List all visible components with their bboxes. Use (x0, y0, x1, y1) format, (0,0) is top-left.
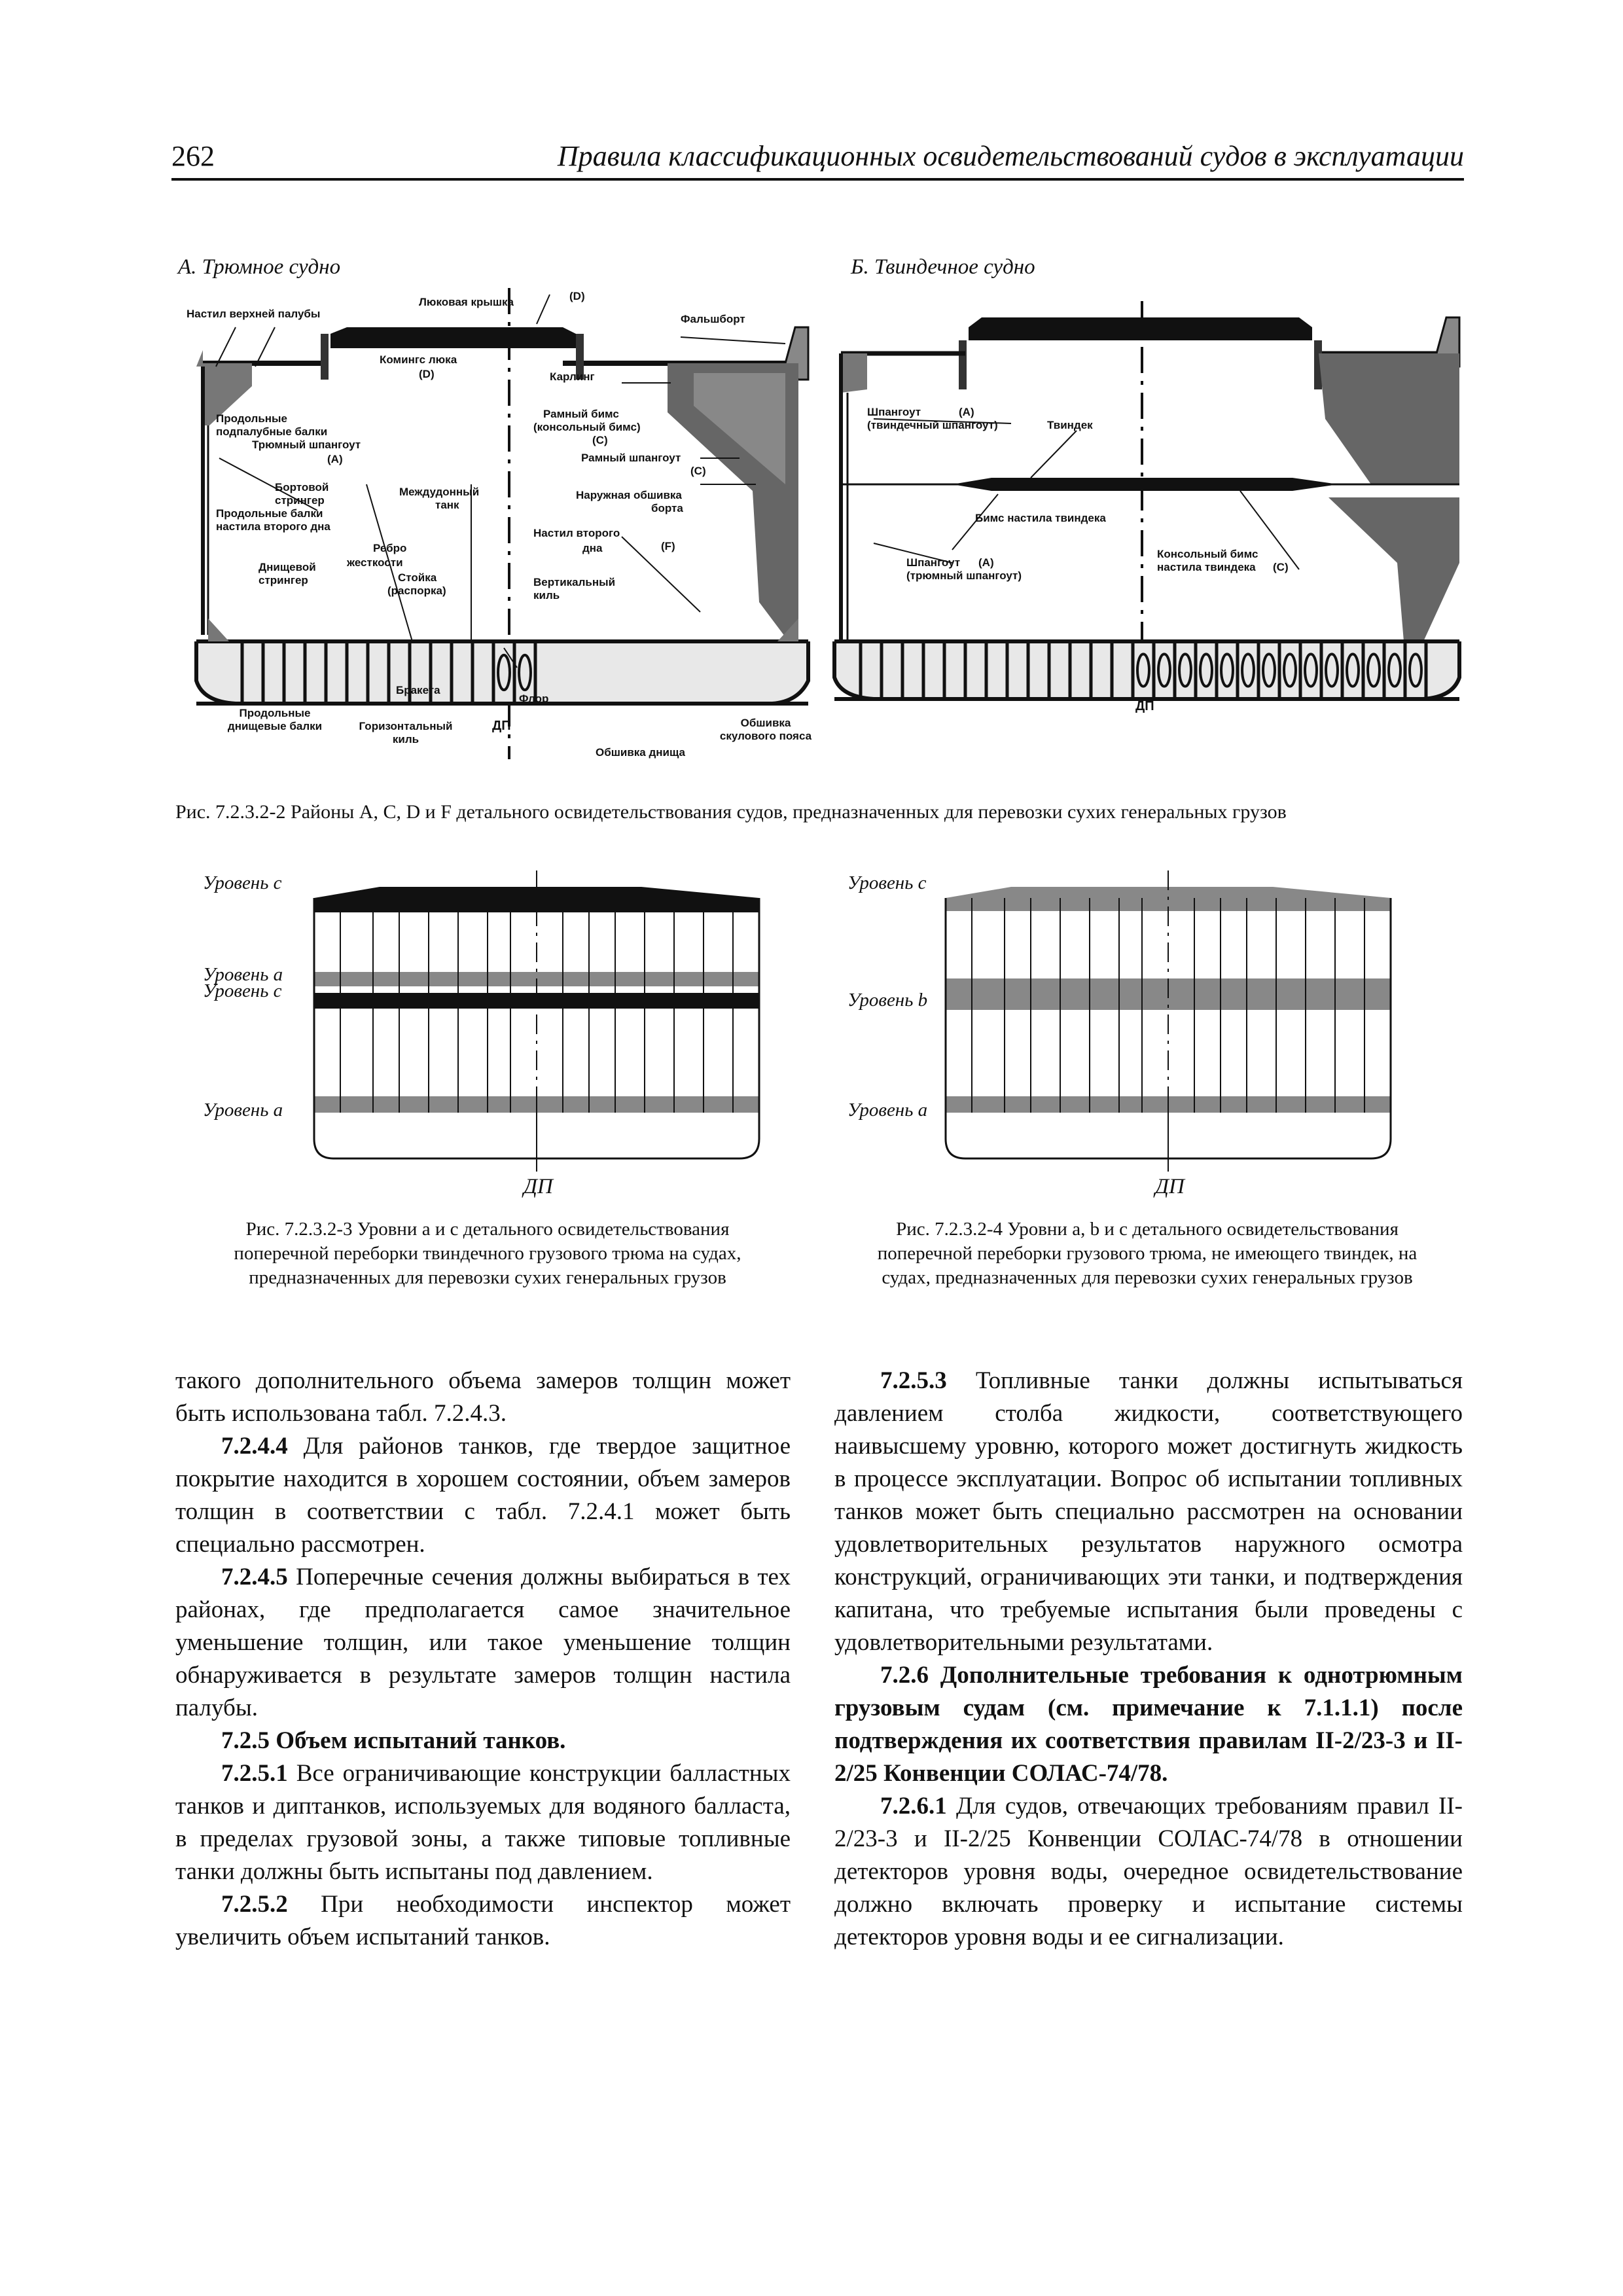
paragraph-text: Для районов танков, где твердое защитное покрытие находится в хорошем состоянии, объем замеров толщин в соответствии с табл. 7.2.4.1 может быть специально рассмотрен. (175, 1433, 791, 1558)
left-paragraph-5 (175, 1888, 791, 1954)
label-side-stringer: Бортовой (275, 481, 329, 493)
label-hatch-cover: Люковая крышка (419, 296, 514, 308)
label-hatch-coaming: Комингс люка (380, 353, 457, 366)
header-rule (171, 178, 1464, 181)
figure2-caption-line-3: предназначенных для перевозки сухих генеральных грузов (249, 1267, 726, 1288)
label-tween-frame-2: (твиндечный шпангоут) (867, 419, 998, 431)
label-web-beam-2: (консольный бимс) (533, 421, 641, 433)
label-tween-frame: Шпангоут (867, 406, 921, 418)
right-heading-7-2-6: 7.2.6 Дополнительные требования к однотрюмным грузовым судам (см. примечание к 7.1.1.1) после подтверждения их соответствия правилам II-2/23-3 и II-2/25 Конвенции СОЛАС-74/78. (834, 1662, 1463, 1787)
fig3-dp: ДП (1155, 1175, 1185, 1198)
label-stiffener: Ребро (373, 542, 407, 554)
label-bottom-shell: Обшивка днища (596, 746, 685, 759)
left-heading-7-2-5: 7.2.5 Объем испытаний танков. (221, 1727, 566, 1754)
label-side-shell-2: борта (651, 502, 683, 514)
left-text-column (175, 1365, 791, 1954)
label-hatch-coaming-d: (D) (419, 368, 435, 380)
label-web-beam-c: (C) (592, 434, 608, 446)
label-db-longitudinals-2: настила второго дна (216, 520, 330, 533)
label-interbottom-tank-2: танк (435, 499, 459, 511)
label-db-longitudinals: Продольные балки (216, 507, 323, 520)
figure2-caption-line-1: Рис. 7.2.3.2-3 Уровни a и c детального освидетельствования (245, 1219, 730, 1240)
section-number: 7.2.5.2 (221, 1891, 288, 1918)
label-tweendeck: Твиндек (1047, 419, 1093, 431)
left-paragraph-1: такого дополнительного объема замеров толщин может быть использована табл. 7.2.4.3. (175, 1367, 791, 1427)
label-carling: Карлинг (550, 370, 595, 383)
label-side-shell: Наружная обшивка (576, 489, 682, 501)
label-floor: Флор (519, 692, 549, 705)
left-paragraph-4 (175, 1757, 791, 1888)
figure2-caption-line-2: поперечной переборки твиндечного грузового трюма на судах, (234, 1243, 741, 1264)
label-stiffener-2: жесткости (347, 556, 403, 569)
figure3-caption-line-2: поперечной переборки грузового трюма, не имеющего твиндек, на (877, 1243, 1418, 1264)
page-number: 262 (171, 140, 215, 172)
bulkhead-levels-tweendeck (314, 870, 805, 1172)
running-title: Правила классификационных освидетельствований судов в эксплуатации (557, 140, 1464, 172)
paragraph-text: Топливные танки должны испытываться давлением столба жидкости, соответствующего наивысшему уровню, которого может достигнуть жидкость в процессе эксплуатации. Вопрос об испытании топливных танков может быть специально рассмотрен на основании удовлетворительных результатов наружного осмотра конструкций, ограничивающих эти танки, и подтверждения капитана, что требуемые испытания были проведены с удовлетворительными результатами. (834, 1367, 1463, 1656)
label-interbottom-tank: Междудонный (399, 486, 480, 498)
label-cantilever-beam-c: (C) (1273, 561, 1289, 573)
right-paragraph-1 (834, 1365, 1463, 1659)
label-flat-keel-2: киль (392, 733, 419, 745)
label-bottom-longitudinals-2: днищевые балки (227, 720, 323, 732)
label-bottom-girder: Днищевой (259, 561, 316, 573)
label-hatch-cover-d: (D) (569, 290, 585, 302)
label-side-stringer-2: стрингер (275, 494, 325, 507)
label-tweendeck-beam: Бимс настила твиндека (975, 512, 1106, 524)
label-cantilever-beam-2: настила твиндека (1157, 561, 1256, 573)
label-strut: Стойка (398, 571, 437, 584)
label-inner-bottom-f: (F) (661, 540, 675, 552)
paragraph-text: Поперечные сечения должны выбираться в тех районах, где предполагается самое значительное уменьшение толщин, или такое уменьшение толщин обнаруживается в результате замеров толщин настила палубы. (175, 1564, 791, 1721)
label-web-frame: Рамный шпангоут (581, 452, 681, 464)
label-tween-frame-a: (A) (959, 406, 974, 418)
figure2-caption (170, 1217, 805, 1290)
paragraph-text: Все ограничивающие конструкции балластных танков и диптанков, используемых для водяного балласта, в пределах грузовой зоны, а также типовые топливные танки должны быть испытаны под давлением. (175, 1760, 791, 1885)
label-hold-frame: Трюмный шпангоут (252, 439, 361, 451)
figure3-caption-line-1: Рис. 7.2.3.2-4 Уровни a, b и c детального освидетельствования (896, 1219, 1399, 1240)
right-text-column (834, 1365, 1463, 1954)
label-hold-frame-right-a: (A) (978, 556, 994, 569)
label-longitudinal-deck-beams-2: подпалубные балки (216, 425, 328, 438)
label-inner-bottom-2: дна (582, 542, 603, 554)
label-web-beam: Рамный бимс (543, 408, 619, 420)
paragraph-text: При необходимости инспектор может увеличить объем испытаний танков. (175, 1891, 791, 1950)
section-number: 7.2.4.4 (221, 1433, 288, 1460)
bulkhead-levels-no-tweendeck (946, 870, 1436, 1172)
label-vertical-keel: Вертикальный (533, 576, 616, 588)
label-flat-keel: Горизонтальный (359, 720, 453, 732)
label-hold-frame-a: (A) (327, 453, 343, 465)
section-number: 7.2.4.5 (221, 1564, 288, 1590)
right-paragraph-2 (834, 1790, 1463, 1954)
fig2-level-a-mid: Уровень a (203, 964, 283, 985)
label-bilge-plating-2: скулового пояса (719, 730, 812, 742)
fig2-level-c-top: Уровень c (203, 872, 282, 893)
paragraph-text: Для судов, отвечающих требованиям правил II-2/23-3 и II-2/25 Конвенции СОЛАС-74/78 в отношении детекторов уровня воды, очередное освидетельствование должно включать проверку и испытание системы детекторов уровня воды и ее сигнализации. (834, 1793, 1463, 1950)
figure3-caption-line-3: судах, предназначенных для перевозки сухих генеральных грузов (882, 1267, 1413, 1288)
label-hold-frame-right-2: (трюмный шпангоут) (906, 569, 1022, 582)
label-hold-frame-right: Шпангоут (906, 556, 961, 569)
section-number: 7.2.6.1 (880, 1793, 947, 1820)
label-bulwark: Фальшборт (681, 313, 745, 325)
label-web-frame-c: (C) (690, 465, 706, 477)
fig3-level-c: Уровень c (847, 872, 927, 893)
figure3-caption (830, 1217, 1465, 1290)
tweendeck-ship-cross-section (834, 288, 1463, 720)
label-bilge-plating: Обшивка (740, 717, 791, 729)
label-bottom-longitudinals: Продольные (239, 707, 311, 719)
label-inner-bottom: Настил второго (533, 527, 620, 539)
left-paragraph-3 (175, 1561, 791, 1725)
label-bottom-girder-2: стрингер (259, 574, 308, 586)
label-bracket: Бракета (396, 684, 440, 696)
figure1-caption: Рис. 7.2.3.2-2 Районы A, C, D и F детального освидетельствования судов, предназначенных для перевозки сухих генеральных грузов (175, 801, 1287, 823)
label-upper-deck-plating: Настил верхней палубы (187, 308, 321, 320)
fig2-level-a-bottom: Уровень a (203, 1100, 283, 1121)
figure1-right-title: Б. Твиндечное судно (851, 255, 1035, 279)
fig3-level-a: Уровень a (847, 1100, 928, 1121)
label-dp-left: ДП (492, 719, 511, 733)
section-number: 7.2.5.3 (880, 1367, 947, 1394)
label-dp-right: ДП (1135, 699, 1154, 713)
left-paragraph-2 (175, 1430, 791, 1561)
label-cantilever-beam: Консольный бимс (1157, 548, 1258, 560)
label-vertical-keel-2: киль (533, 589, 560, 601)
figure1-left-title: А. Трюмное судно (178, 255, 341, 279)
label-strut-2: (распорка) (387, 584, 446, 597)
fig2-level-c-mid: Уровень c (203, 980, 282, 1001)
fig2-dp: ДП (524, 1175, 553, 1198)
section-number: 7.2.5.1 (221, 1760, 288, 1787)
label-longitudinal-deck-beams: Продольные (216, 412, 288, 425)
fig3-level-b: Уровень b (847, 990, 928, 1011)
